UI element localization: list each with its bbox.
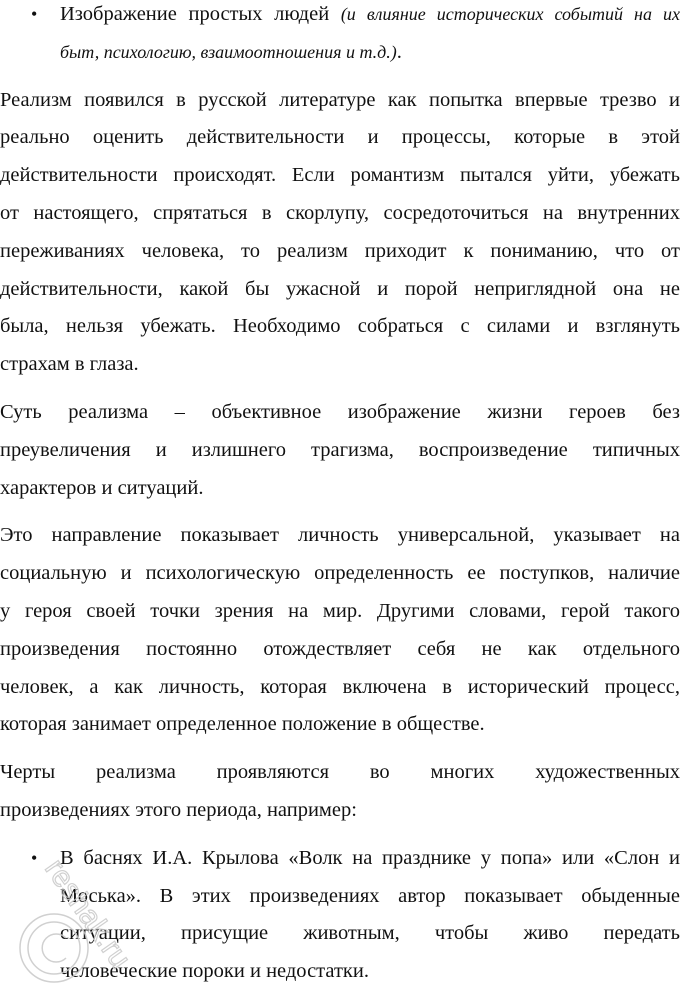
text-line: произведения постоянно отождествляет себя не как отдельного	[0, 637, 680, 660]
text-line: В баснях И.А. Крылова «Волк на празднике у попа» или «Слон и	[60, 846, 680, 869]
text: .	[396, 40, 402, 63]
text-line: была, нельзя убежать. Необходимо собраться с силами и взглянуть	[0, 315, 680, 338]
italic-text: быт, психологию, взаимоотношения и т.д.)	[60, 41, 397, 62]
text-line	[60, 0, 680, 34]
text: Изображение простых людей	[60, 3, 341, 25]
text-line: человеческие пороки и недостатки.	[60, 960, 369, 983]
text-line: страхам в глаза.	[0, 353, 139, 376]
paragraph	[0, 394, 680, 507]
text-line: реально оценить действительности и процессы, которые в этой	[0, 126, 680, 149]
bullet-item-1	[0, 0, 680, 72]
paragraph	[0, 754, 680, 830]
text-line: действительности происходят. Если романтизм пытался уйти, убежать	[0, 164, 680, 187]
text-line: переживаниях человека, то реализм приходит к пониманию, что от	[0, 239, 680, 262]
svg-text:reshak.ru: reshak.ru	[38, 853, 138, 975]
text-line: Реализм появился в русской литературе как попытка впервые трезво и	[0, 88, 680, 111]
text-line: произведениях этого периода, например:	[0, 798, 357, 821]
text-line: Моська». В этих произведениях автор показывает обыденные	[60, 884, 680, 907]
bullet-item-2	[0, 840, 680, 991]
text-line: от настоящего, спрятаться в скорлупу, сосредоточиться на внутренних	[0, 201, 680, 224]
text-line: у героя своей точки зрения на мир. Другими словами, герой такого	[0, 599, 680, 622]
paragraph	[0, 517, 680, 744]
text-line: преувеличения и излишнего трагизма, воспроизведение типичных	[0, 438, 680, 461]
text-line: ситуации, присущие животным, чтобы живо передать	[60, 922, 680, 945]
text-line: Суть реализма – объективное изображение жизни героев без	[0, 400, 680, 423]
text-line: социальную и психологическую определенность ее поступков, наличие	[0, 562, 680, 585]
text-line: Черты реализма проявляются во многих художественных	[0, 761, 680, 784]
paragraph	[0, 82, 680, 384]
text-line: которая занимает определенное положение в обществе.	[0, 713, 485, 736]
bullet-icon: •	[31, 847, 38, 868]
text-line: человек, а как личность, которая включена в исторический процесс,	[0, 675, 680, 698]
text-line: Это направление показывает личность универсальной, указывает на	[0, 524, 680, 547]
italic-text: (и влияние исторических событий на их	[340, 4, 680, 24]
text-line: действительности, какой бы ужасной и порой неприглядной она не	[0, 277, 680, 300]
bullet-icon: •	[31, 4, 38, 24]
text-line	[60, 34, 680, 72]
text-line: характеров и ситуаций.	[0, 476, 204, 499]
